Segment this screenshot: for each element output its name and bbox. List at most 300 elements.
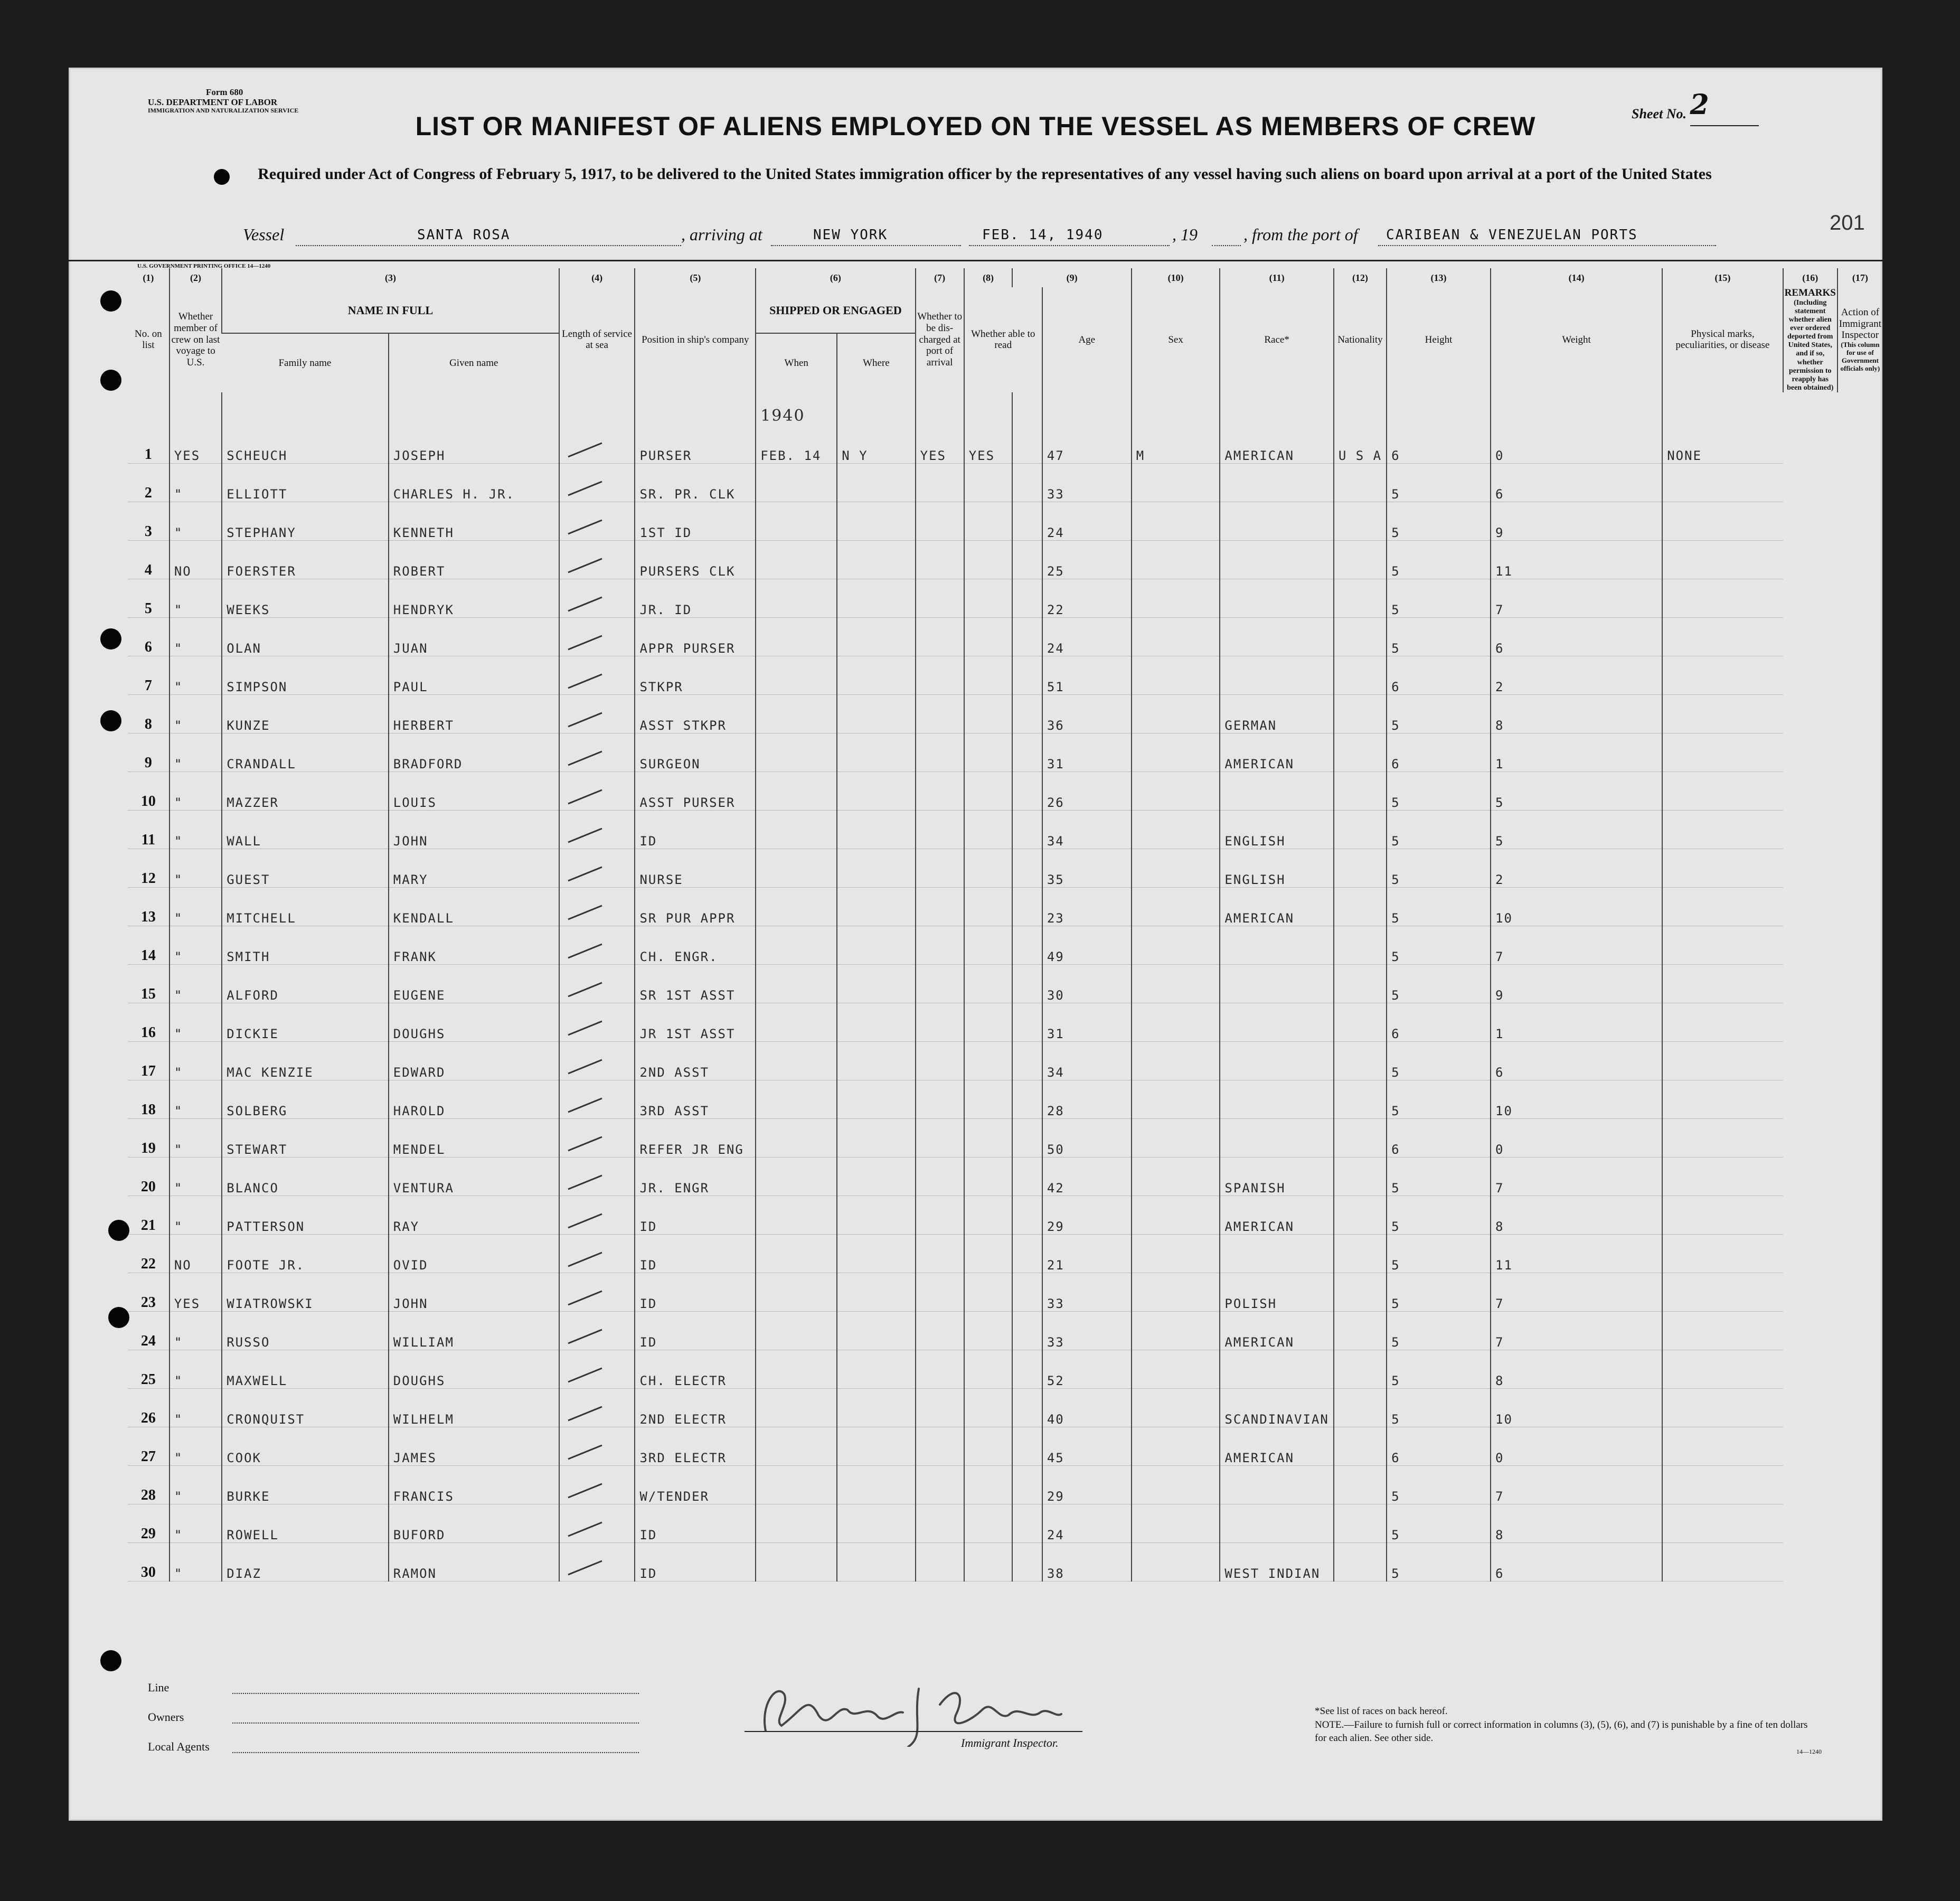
- vessel-line: [243, 225, 1853, 251]
- position-cell: CH. ENGR.: [635, 926, 756, 964]
- family-name-cell: COOK: [222, 1427, 389, 1465]
- family-name-cell: ALFORD: [222, 964, 389, 1003]
- header-name-in-full: NAME IN FULL: [222, 287, 559, 333]
- col-num-16: (16): [1783, 268, 1838, 287]
- row-number-cell: 8: [128, 694, 169, 733]
- given-name-cell: DOUGHS: [389, 1350, 559, 1388]
- weight-cell: 7: [1491, 926, 1662, 964]
- given-name-cell: DOUGHS: [389, 1003, 559, 1041]
- height-cell: 5: [1387, 964, 1491, 1003]
- nationality-cell: [1334, 1003, 1387, 1041]
- row-number-cell: 25: [128, 1350, 169, 1388]
- sex-cell: [1132, 1080, 1220, 1118]
- arriving-label: , arriving at: [681, 225, 762, 244]
- physical-marks-cell: [1662, 1350, 1783, 1388]
- punch-hole: [108, 1220, 129, 1241]
- shipped-when-cell: [756, 1041, 837, 1080]
- given-name-cell: EUGENE: [389, 964, 559, 1003]
- discharged-cell: [916, 694, 964, 733]
- table-row: [128, 1542, 1882, 1581]
- age-cell: 45: [1042, 1427, 1132, 1465]
- height-cell: 6: [1387, 425, 1491, 464]
- family-name-cell: MAC KENZIE: [222, 1041, 389, 1080]
- nationality-cell: [1334, 849, 1387, 887]
- weight-cell: 1: [1491, 733, 1662, 771]
- action-note: (This column for use of Government officials only): [1840, 341, 1880, 373]
- length-of-service-cell: [559, 810, 635, 849]
- discharged-cell: [916, 579, 964, 617]
- last-voyage-cell: ": [169, 579, 222, 617]
- sex-cell: [1132, 1118, 1220, 1157]
- height-cell: 5: [1387, 771, 1491, 810]
- family-name-cell: CRONQUIST: [222, 1388, 389, 1427]
- row-number-cell: 4: [128, 540, 169, 579]
- weight-cell: 1: [1491, 1003, 1662, 1041]
- nationality-cell: [1334, 1118, 1387, 1157]
- weight-cell: 0: [1491, 1118, 1662, 1157]
- row-number-cell: 30: [128, 1542, 169, 1581]
- read-spacer-cell: [1012, 1388, 1042, 1427]
- given-name-cell: JUAN: [389, 617, 559, 656]
- position-cell: 3RD ASST: [635, 1080, 756, 1118]
- remarks-note: (Including statement whether alien ever ordered deported from United States, and if so, whether permission to reapply has been obtained): [1787, 298, 1834, 392]
- race-cell: ENGLISH: [1220, 849, 1333, 887]
- able-to-read-cell: [964, 1465, 1013, 1504]
- shipped-when-cell: [756, 540, 837, 579]
- discharged-cell: [916, 1350, 964, 1388]
- physical-marks-cell: NONE: [1662, 425, 1783, 464]
- family-name-cell: BURKE: [222, 1465, 389, 1504]
- able-to-read-cell: YES: [964, 425, 1013, 464]
- height-cell: 5: [1387, 1080, 1491, 1118]
- vessel-label: Vessel: [243, 225, 285, 244]
- race-cell: ENGLISH: [1220, 810, 1333, 849]
- age-cell: 30: [1042, 964, 1132, 1003]
- position-cell: JR. ENGR: [635, 1157, 756, 1196]
- last-voyage-cell: ": [169, 617, 222, 656]
- able-to-read-cell: [964, 463, 1013, 502]
- height-cell: 5: [1387, 502, 1491, 540]
- sex-cell: [1132, 964, 1220, 1003]
- requirement-text: Required under Act of Congress of February 5, 1917, to be delivered to the United States immigration officer by the representatives of any vessel having such aliens on board upon arrival at a port of the United States: [258, 165, 1712, 183]
- read-spacer-cell: [1012, 1234, 1042, 1273]
- service-tick-mark: [564, 824, 606, 845]
- weight-cell: 0: [1491, 1427, 1662, 1465]
- height-cell: 5: [1387, 1273, 1491, 1311]
- age-cell: 24: [1042, 502, 1132, 540]
- manifest-title: LIST OR MANIFEST OF ALIENS EMPLOYED ON THE VESSEL AS MEMBERS OF CREW: [415, 111, 1536, 141]
- sex-cell: [1132, 1465, 1220, 1504]
- weight-cell: 6: [1491, 617, 1662, 656]
- read-spacer-cell: [1012, 887, 1042, 926]
- header-given-name: Given name: [389, 333, 559, 392]
- row-number-cell: 5: [128, 579, 169, 617]
- table-row: [128, 579, 1882, 617]
- race-cell: [1220, 617, 1333, 656]
- discharged-cell: [916, 1234, 964, 1273]
- family-name-cell: MAZZER: [222, 771, 389, 810]
- nationality-cell: [1334, 771, 1387, 810]
- able-to-read-cell: [964, 771, 1013, 810]
- col-num-2: (2): [169, 268, 222, 287]
- weight-cell: 10: [1491, 1080, 1662, 1118]
- shipped-when-cell: [756, 1311, 837, 1350]
- sex-cell: [1132, 810, 1220, 849]
- sex-cell: [1132, 1427, 1220, 1465]
- read-spacer-cell: [1012, 1118, 1042, 1157]
- weight-cell: 6: [1491, 463, 1662, 502]
- last-voyage-cell: NO: [169, 1234, 222, 1273]
- header-action: [1838, 287, 1882, 392]
- last-voyage-cell: ": [169, 656, 222, 694]
- service-tick-mark: [564, 786, 606, 807]
- row-number-cell: 27: [128, 1427, 169, 1465]
- family-name-cell: SMITH: [222, 926, 389, 964]
- discharged-cell: YES: [916, 425, 964, 464]
- able-to-read-cell: [964, 1003, 1013, 1041]
- line-label: Line: [148, 1681, 169, 1694]
- table-row: [128, 1118, 1882, 1157]
- header-race: Race*: [1220, 287, 1333, 392]
- last-voyage-cell: ": [169, 1196, 222, 1234]
- weight-cell: 8: [1491, 694, 1662, 733]
- row-number-cell: 11: [128, 810, 169, 849]
- year-entry: 1940: [756, 392, 837, 425]
- discharged-cell: [916, 463, 964, 502]
- read-spacer-cell: [1012, 1273, 1042, 1311]
- read-spacer-cell: [1012, 926, 1042, 964]
- last-voyage-cell: ": [169, 926, 222, 964]
- weight-cell: 7: [1491, 1273, 1662, 1311]
- col-num-9: (9): [1012, 268, 1131, 287]
- discharged-cell: [916, 1311, 964, 1350]
- service-tick-mark: [564, 1364, 606, 1385]
- table-row: [128, 1080, 1882, 1118]
- weight-cell: 9: [1491, 502, 1662, 540]
- col-num-4: (4): [559, 268, 635, 287]
- crew-table: [128, 268, 1882, 1582]
- from-port-label: , from the port of: [1243, 225, 1358, 244]
- table-row: [128, 1465, 1882, 1504]
- service-tick-mark: [564, 1248, 606, 1269]
- given-name-cell: EDWARD: [389, 1041, 559, 1080]
- position-cell: W/TENDER: [635, 1465, 756, 1504]
- service-tick-mark: [564, 901, 606, 923]
- race-cell: [1220, 1465, 1333, 1504]
- sex-cell: [1132, 1041, 1220, 1080]
- last-voyage-cell: ": [169, 1003, 222, 1041]
- col-num-1: (1): [143, 272, 154, 283]
- last-voyage-cell: NO: [169, 540, 222, 579]
- age-cell: 25: [1042, 540, 1132, 579]
- nationality-cell: [1334, 926, 1387, 964]
- header-rule: [69, 260, 1882, 261]
- able-to-read-cell: [964, 1388, 1013, 1427]
- table-row: [128, 1504, 1882, 1542]
- given-name-cell: LOUIS: [389, 771, 559, 810]
- punch-hole: [100, 290, 121, 312]
- able-to-read-cell: [964, 694, 1013, 733]
- service-tick-mark: [564, 439, 606, 460]
- col-num-15: (15): [1662, 268, 1783, 287]
- given-name-cell: JOSEPH: [389, 425, 559, 464]
- age-cell: 31: [1042, 1003, 1132, 1041]
- physical-marks-cell: [1662, 1504, 1783, 1542]
- race-cell: [1220, 1041, 1333, 1080]
- able-to-read-cell: [964, 887, 1013, 926]
- discharged-cell: [916, 1542, 964, 1581]
- given-name-cell: HERBERT: [389, 694, 559, 733]
- length-of-service-cell: [559, 1041, 635, 1080]
- header-where: Where: [837, 333, 915, 392]
- given-name-cell: CHARLES H. JR.: [389, 463, 559, 502]
- read-spacer-cell: [1012, 1311, 1042, 1350]
- service-tick-mark: [564, 1056, 606, 1077]
- given-name-cell: FRANK: [389, 926, 559, 964]
- given-name-cell: HAROLD: [389, 1080, 559, 1118]
- shipped-where-cell: [837, 926, 915, 964]
- form-header-block: [148, 88, 298, 115]
- shipped-where-cell: [837, 1003, 915, 1041]
- length-of-service-cell: [559, 1080, 635, 1118]
- physical-marks-cell: [1662, 1542, 1783, 1581]
- col-num-3: (3): [222, 268, 559, 287]
- read-spacer-cell: [1012, 463, 1042, 502]
- shipped-when-cell: [756, 926, 837, 964]
- height-cell: 6: [1387, 1118, 1491, 1157]
- position-cell: NURSE: [635, 849, 756, 887]
- length-of-service-cell: [559, 771, 635, 810]
- race-cell: [1220, 463, 1333, 502]
- race-cell: GERMAN: [1220, 694, 1333, 733]
- last-voyage-cell: ": [169, 887, 222, 926]
- age-cell: 35: [1042, 849, 1132, 887]
- shipped-where-cell: [837, 1427, 915, 1465]
- form-code: 14—1240: [1796, 1747, 1822, 1755]
- header-no-on-list: No. on list: [135, 328, 162, 351]
- family-name-cell: GUEST: [222, 849, 389, 887]
- table-row: [128, 1234, 1882, 1273]
- col-num-11: (11): [1220, 268, 1333, 287]
- family-name-cell: DICKIE: [222, 1003, 389, 1041]
- service-tick-mark: [564, 1133, 606, 1154]
- sex-cell: [1132, 502, 1220, 540]
- shipped-where-cell: [837, 463, 915, 502]
- nationality-cell: [1334, 617, 1387, 656]
- sex-cell: [1132, 1542, 1220, 1581]
- position-cell: REFER JR ENG: [635, 1118, 756, 1157]
- position-cell: ID: [635, 1234, 756, 1273]
- height-cell: 5: [1387, 1041, 1491, 1080]
- shipped-when-cell: [756, 1504, 837, 1542]
- col-num-17: (17): [1838, 268, 1882, 287]
- position-cell: ID: [635, 1273, 756, 1311]
- able-to-read-cell: [964, 1234, 1013, 1273]
- table-row: [128, 502, 1882, 540]
- last-voyage-cell: ": [169, 1157, 222, 1196]
- action-title: Action of Immigrant Inspector: [1839, 306, 1881, 341]
- position-cell: ID: [635, 1504, 756, 1542]
- discharged-cell: [916, 1118, 964, 1157]
- height-cell: 5: [1387, 1388, 1491, 1427]
- shipped-when-cell: [756, 1465, 837, 1504]
- read-spacer-cell: [1012, 656, 1042, 694]
- race-cell: [1220, 1003, 1333, 1041]
- family-name-cell: DIAZ: [222, 1542, 389, 1581]
- family-name-cell: OLAN: [222, 617, 389, 656]
- row-number-cell: 9: [128, 733, 169, 771]
- sheet-label: Sheet No.: [1632, 106, 1686, 121]
- physical-marks-cell: [1662, 733, 1783, 771]
- punch-hole: [100, 370, 121, 391]
- able-to-read-cell: [964, 540, 1013, 579]
- service-tick-mark: [564, 477, 606, 498]
- punch-hole: [214, 169, 230, 185]
- shipped-where-cell: [837, 656, 915, 694]
- read-spacer-cell: [1012, 617, 1042, 656]
- page-number: 201: [1830, 211, 1865, 234]
- table-row: [128, 1196, 1882, 1234]
- header-sex: Sex: [1132, 287, 1220, 392]
- discharged-cell: [916, 771, 964, 810]
- length-of-service-cell: [559, 1465, 635, 1504]
- row-number-cell: 26: [128, 1388, 169, 1427]
- agents-label: Local Agents: [148, 1740, 210, 1753]
- sex-cell: [1132, 656, 1220, 694]
- year-label: , 19: [1172, 225, 1198, 244]
- read-spacer-cell: [1012, 1003, 1042, 1041]
- weight-cell: 11: [1491, 1234, 1662, 1273]
- header-remarks: [1783, 287, 1838, 392]
- physical-marks-cell: [1662, 887, 1783, 926]
- col-num-12: (12): [1334, 268, 1387, 287]
- last-voyage-cell: ": [169, 1350, 222, 1388]
- discharged-cell: [916, 1427, 964, 1465]
- family-name-cell: PATTERSON: [222, 1196, 389, 1234]
- inspector-signature: [745, 1673, 1082, 1747]
- shipped-where-cell: [837, 540, 915, 579]
- weight-cell: 6: [1491, 1041, 1662, 1080]
- given-name-cell: OVID: [389, 1234, 559, 1273]
- discharged-cell: [916, 1157, 964, 1196]
- row-number-cell: 19: [128, 1118, 169, 1157]
- shipped-where-cell: [837, 694, 915, 733]
- row-number-cell: 13: [128, 887, 169, 926]
- family-name-cell: SOLBERG: [222, 1080, 389, 1118]
- nationality-cell: [1334, 1504, 1387, 1542]
- row-number-cell: 20: [128, 1157, 169, 1196]
- read-spacer-cell: [1012, 810, 1042, 849]
- shipped-when-cell: FEB. 14: [756, 425, 837, 464]
- race-cell: SPANISH: [1220, 1157, 1333, 1196]
- family-name-cell: FOOTE JR.: [222, 1234, 389, 1273]
- age-cell: 33: [1042, 1311, 1132, 1350]
- last-voyage-cell: ": [169, 810, 222, 849]
- shipped-when-cell: [756, 1542, 837, 1581]
- last-voyage-cell: ": [169, 1118, 222, 1157]
- race-cell: AMERICAN: [1220, 1427, 1333, 1465]
- col-num-10: (10): [1132, 268, 1220, 287]
- row-number-cell: 23: [128, 1273, 169, 1311]
- service-tick-mark: [564, 1094, 606, 1115]
- race-cell: SCANDINAVIAN: [1220, 1388, 1333, 1427]
- nationality-cell: [1334, 1196, 1387, 1234]
- discharged-cell: [916, 617, 964, 656]
- header-discharged: Whether to be dis-charged at port of arrival: [916, 287, 964, 392]
- last-voyage-cell: YES: [169, 1273, 222, 1311]
- header-row-top: [128, 287, 1882, 333]
- row-number-cell: 1: [128, 425, 169, 464]
- given-name-cell: KENNETH: [389, 502, 559, 540]
- row-number-cell: 14: [128, 926, 169, 964]
- age-cell: 22: [1042, 579, 1132, 617]
- length-of-service-cell: [559, 540, 635, 579]
- position-cell: 1ST ID: [635, 502, 756, 540]
- shipped-when-cell: [756, 733, 837, 771]
- sex-cell: [1132, 1234, 1220, 1273]
- header-when: When: [756, 333, 837, 392]
- physical-marks-cell: [1662, 540, 1783, 579]
- header-height: Height: [1387, 287, 1491, 392]
- length-of-service-cell: [559, 1388, 635, 1427]
- nationality-cell: [1334, 540, 1387, 579]
- race-cell: [1220, 656, 1333, 694]
- shipped-when-cell: [756, 656, 837, 694]
- table-row: [128, 425, 1882, 464]
- given-name-cell: FRANCIS: [389, 1465, 559, 1504]
- sex-cell: [1132, 849, 1220, 887]
- nationality-cell: [1334, 1542, 1387, 1581]
- position-cell: ASST PURSER: [635, 771, 756, 810]
- weight-cell: 5: [1491, 771, 1662, 810]
- service-tick-mark: [564, 978, 606, 1000]
- shipped-when-cell: [756, 771, 837, 810]
- table-row: [128, 849, 1882, 887]
- table-row: [128, 656, 1882, 694]
- service-tick-mark: [564, 554, 606, 576]
- physical-marks-cell: [1662, 1118, 1783, 1157]
- last-voyage-cell: YES: [169, 425, 222, 464]
- weight-cell: 2: [1491, 849, 1662, 887]
- shipped-where-cell: [837, 810, 915, 849]
- punch-hole: [100, 628, 121, 650]
- age-cell: 33: [1042, 1273, 1132, 1311]
- family-name-cell: KUNZE: [222, 694, 389, 733]
- height-cell: 5: [1387, 463, 1491, 502]
- arriving-port: NEW YORK: [813, 227, 888, 243]
- header-age: Age: [1042, 287, 1132, 392]
- read-spacer-cell: [1012, 540, 1042, 579]
- age-cell: 28: [1042, 1080, 1132, 1118]
- family-name-cell: ELLIOTT: [222, 463, 389, 502]
- arrival-date: FEB. 14, 1940: [982, 227, 1104, 243]
- given-name-cell: RAY: [389, 1196, 559, 1234]
- physical-marks-cell: [1662, 617, 1783, 656]
- shipped-where-cell: [837, 579, 915, 617]
- race-cell: AMERICAN: [1220, 887, 1333, 926]
- discharged-cell: [916, 1504, 964, 1542]
- weight-cell: 7: [1491, 1465, 1662, 1504]
- table-row: [128, 964, 1882, 1003]
- position-cell: ID: [635, 810, 756, 849]
- given-name-cell: MENDEL: [389, 1118, 559, 1157]
- shipped-where-cell: [837, 1388, 915, 1427]
- last-voyage-cell: ": [169, 849, 222, 887]
- position-cell: SR PUR APPR: [635, 887, 756, 926]
- nationality-cell: [1334, 463, 1387, 502]
- able-to-read-cell: [964, 1041, 1013, 1080]
- given-name-cell: RAMON: [389, 1542, 559, 1581]
